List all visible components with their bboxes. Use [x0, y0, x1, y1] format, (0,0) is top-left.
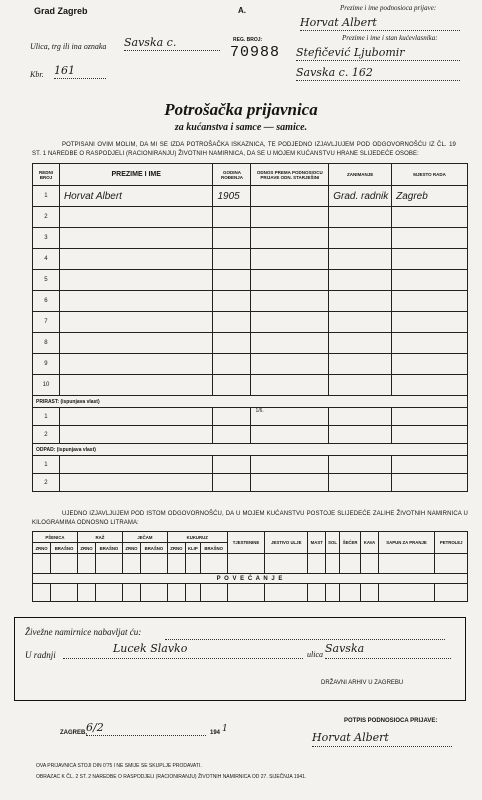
other-header: SAPUN ZA PRANJE [378, 532, 435, 554]
signature-field[interactable] [312, 731, 452, 747]
cell-workplace[interactable]: Zagreb [392, 186, 468, 207]
stock-cell[interactable] [140, 584, 167, 602]
owner-address: Savska c. 162 [296, 66, 373, 79]
grain-header-wheat: PŠENICA [33, 532, 78, 543]
row-number: 4 [33, 249, 60, 270]
cell-year[interactable] [213, 312, 251, 333]
shop-intro-line [165, 638, 445, 640]
cell-name[interactable] [59, 291, 213, 312]
col-header-occupation: ZANIMANJE [329, 164, 392, 186]
stock-increase-row [33, 584, 468, 602]
intro-text: POTPISANI OVIM MOLIM, DA MI SE IZDA POTROŠAČKA ISKAZNICA, TE PODJEDNO IZJAVLJUJEM POD ODGOVORNOŠĆU IZ ČL. 19 ST. 1 NAREDBE O RASPODJELI (RACIONIRANJU) ŽIVOTNIH NAMIRNICA, DA SE U MOJEM KUĆANSTVU HRANE SLIJEDEĆE OSOBE: [32, 142, 456, 157]
stock-cell[interactable] [167, 554, 185, 574]
city-name: Grad Zagreb [34, 6, 88, 16]
cell-relation[interactable] [251, 207, 329, 228]
grain-sub: BRAŠNO [200, 543, 227, 554]
cell-empty[interactable] [329, 474, 392, 492]
cell-empty[interactable] [329, 408, 392, 426]
stock-cell[interactable] [33, 584, 51, 602]
submitter-value: Horvat Albert [300, 16, 377, 29]
shop-value: Lucek Slavko [113, 642, 188, 655]
stock-cell[interactable] [33, 554, 51, 574]
house-number-value: 161 [54, 64, 75, 77]
cell-empty[interactable] [251, 456, 329, 474]
cell-year[interactable] [213, 354, 251, 375]
cell-workplace[interactable] [392, 207, 468, 228]
cell-relation[interactable] [251, 270, 329, 291]
povecanje-label: P O V E Ć A N J E [33, 574, 468, 584]
cell-relation[interactable] [251, 228, 329, 249]
grain-sub: ZRNO [167, 543, 185, 554]
cell-occupation[interactable] [329, 291, 392, 312]
cell-empty[interactable] [213, 456, 251, 474]
cell-year[interactable] [213, 207, 251, 228]
col-header-workplace: MJESTO RADA [392, 164, 468, 186]
street-value: Savska c. [124, 36, 177, 49]
row-number: 8 [33, 333, 60, 354]
stock-cell[interactable] [140, 554, 167, 574]
stock-cell[interactable] [265, 554, 308, 574]
form-subtitle: za kućanstva i samce — samice. [174, 122, 308, 133]
grain-sub: BRAŠNO [96, 543, 123, 554]
cell-year[interactable] [213, 333, 251, 354]
cell-workplace[interactable] [392, 333, 468, 354]
cell-empty[interactable] [329, 456, 392, 474]
cell-year[interactable] [213, 270, 251, 291]
cell-empty[interactable] [59, 456, 213, 474]
reg-number: 70988 [230, 44, 281, 61]
cell-workplace[interactable] [392, 291, 468, 312]
table-row [33, 270, 468, 291]
shop-field[interactable] [63, 642, 303, 659]
cell-workplace[interactable] [392, 249, 468, 270]
form-title: Potrošačka prijavnica [164, 100, 318, 119]
cell-name[interactable] [59, 207, 213, 228]
stock-cell[interactable] [77, 554, 95, 574]
cell-workplace[interactable] [392, 228, 468, 249]
house-number-field[interactable] [54, 64, 106, 79]
table-row [33, 354, 468, 375]
row-number: 2 [33, 207, 60, 228]
stock-cell[interactable] [77, 584, 95, 602]
prirast-rows [33, 408, 468, 444]
stock-cell[interactable] [122, 584, 140, 602]
row-number: 6 [33, 291, 60, 312]
row-number: 5 [33, 270, 60, 291]
grain-sub: BRAŠNO [140, 543, 167, 554]
shop-box [14, 617, 466, 701]
stock-cell[interactable] [435, 554, 468, 574]
cell-workplace[interactable] [392, 375, 468, 396]
cell-occupation[interactable]: Grad. radnik [329, 186, 392, 207]
stock-values-row [33, 554, 468, 574]
cell-occupation[interactable] [329, 375, 392, 396]
cell-relation[interactable] [251, 375, 329, 396]
regulation-note: OBRAZAC K ČL. 2 ST. 2 NAREDBE O RASPODJELI (RACIONIRANJU) ŽIVOTNIH NAMIRNICA OD 27. SIJEČNJA 1941. [36, 774, 307, 780]
cell-empty[interactable] [213, 426, 251, 444]
shop-intro: Živežne namirnice nabavljat ću: [25, 627, 142, 637]
stock-table [32, 531, 468, 602]
cell-name[interactable] [59, 333, 213, 354]
other-header: KAVA [361, 532, 378, 554]
grain-sub: ZRNO [77, 543, 95, 554]
table-row [33, 291, 468, 312]
grain-header-barley: JEČAM [122, 532, 167, 543]
shop-label: U radnji [25, 650, 56, 660]
cell-name[interactable]: Horvat Albert [59, 186, 213, 207]
cell-name[interactable] [59, 375, 213, 396]
archive-stamp: DRŽAVNI ARHIV U ZAGREBU [321, 680, 404, 686]
sign-label: POTPIS PODNOSIOCA PRIJAVE: [344, 718, 438, 724]
table-row [33, 375, 468, 396]
stock-cell[interactable] [326, 554, 339, 574]
cell-occupation[interactable] [329, 354, 392, 375]
cell-occupation[interactable] [329, 333, 392, 354]
other-header: ŠEĆER [339, 532, 361, 554]
stock-intro: UJEDNO IZJAVLJUJEM POD ISTOM ODGOVORNOŠĆU, DA U MOJEM KUĆANSTVU POSTOJE SLIJEDEĆE ZALIHE ŽIVOTNIH NAMIRNICA U KILOGRAMIMA ODNOSNO LITRAMA: [32, 511, 468, 526]
stock-cell[interactable] [361, 554, 378, 574]
row-number: 2 [33, 426, 60, 444]
cell-workplace[interactable] [392, 354, 468, 375]
cell-year[interactable] [213, 291, 251, 312]
table-row [33, 426, 468, 444]
stock-cell[interactable] [435, 584, 468, 602]
owner-value: Stefičević Ljubomir [296, 46, 405, 59]
cell-occupation[interactable] [329, 228, 392, 249]
cell-empty[interactable] [59, 408, 213, 426]
cell-occupation[interactable] [329, 270, 392, 291]
other-header: TJESTENINE [227, 532, 265, 554]
other-header: MAST [308, 532, 326, 554]
prirast-mark[interactable]: 1/6. [251, 408, 329, 426]
stock-cell[interactable] [227, 584, 265, 602]
stock-cell[interactable] [378, 584, 435, 602]
grain-sub: ZRNO [33, 543, 51, 554]
cell-occupation[interactable] [329, 249, 392, 270]
reg-label: REG. BROJ: [233, 37, 263, 43]
owner-label: Prezime i ime i stan kućevlasnika: [342, 34, 438, 42]
stock-cell[interactable] [361, 584, 378, 602]
table-row [33, 474, 468, 492]
col-header-year: GODINA ROĐENJA [213, 164, 251, 186]
signature-value: Horvat Albert [312, 731, 389, 744]
cell-empty[interactable] [392, 408, 468, 426]
cell-year[interactable] [213, 375, 251, 396]
shop-street-label: ulica [307, 650, 323, 659]
row-number: 1 [33, 186, 60, 207]
row-number: 1 [33, 408, 60, 426]
submitter-label: Prezime i ime podnosioca prijave: [340, 4, 437, 12]
cell-empty[interactable] [251, 426, 329, 444]
row-number: 9 [33, 354, 60, 375]
cell-occupation[interactable] [329, 207, 392, 228]
stock-cell[interactable] [308, 554, 326, 574]
other-header: PETROLEJ [435, 532, 468, 554]
shop-street-value: Savska [325, 642, 365, 655]
year-value: 1 [222, 724, 228, 734]
stock-cell[interactable] [339, 554, 361, 574]
stock-cell[interactable] [200, 584, 227, 602]
col-header-num: REDNI BROJ [33, 164, 60, 186]
cell-empty[interactable] [59, 474, 213, 492]
house-number-label: Kbr. [30, 70, 44, 79]
persons-table [32, 163, 468, 492]
stock-cell[interactable] [339, 584, 361, 602]
date-value: 6/2 [86, 721, 104, 734]
stock-cell[interactable] [185, 584, 200, 602]
row-number: 2 [33, 474, 60, 492]
table-row [33, 228, 468, 249]
prirast-label: PRIRAST: (ispunjava vlast) [33, 396, 468, 408]
cell-workplace[interactable] [392, 312, 468, 333]
stock-cell[interactable] [200, 554, 227, 574]
cell-name[interactable] [59, 312, 213, 333]
grain-sub: KLIP [185, 543, 200, 554]
cell-empty[interactable] [392, 474, 468, 492]
row-number: 10 [33, 375, 60, 396]
grain-header-rye: RAŽ [77, 532, 122, 543]
year-suffix: 194 [210, 730, 221, 736]
cell-relation[interactable] [251, 291, 329, 312]
cell-empty[interactable] [213, 408, 251, 426]
cell-workplace[interactable] [392, 270, 468, 291]
date-place: ZAGREB, [60, 730, 87, 736]
table-row [33, 186, 468, 207]
submitter-field[interactable] [300, 16, 460, 31]
table-row [33, 249, 468, 270]
stock-cell[interactable] [227, 554, 265, 574]
street-field[interactable] [124, 36, 220, 51]
stock-cell[interactable] [51, 584, 78, 602]
cell-name[interactable] [59, 249, 213, 270]
cell-relation[interactable] [251, 354, 329, 375]
row-number: 3 [33, 228, 60, 249]
cell-year[interactable] [213, 228, 251, 249]
cell-name[interactable] [59, 228, 213, 249]
stock-cell[interactable] [167, 584, 185, 602]
table-row [33, 333, 468, 354]
table-row [33, 456, 468, 474]
grain-sub: BRAŠNO [51, 543, 78, 554]
grain-sub: ZRNO [122, 543, 140, 554]
street-label: Ulica, trg ili ina oznaka [30, 42, 107, 51]
date-field[interactable] [86, 721, 206, 736]
stock-cell[interactable] [308, 584, 326, 602]
table-row [33, 207, 468, 228]
stock-cell[interactable] [326, 584, 339, 602]
stock-cell[interactable] [51, 554, 78, 574]
cell-empty[interactable] [251, 474, 329, 492]
cell-year[interactable] [213, 249, 251, 270]
cell-relation[interactable] [251, 312, 329, 333]
shop-street-field[interactable] [325, 642, 451, 659]
grain-header-corn: KUKURUZ [167, 532, 227, 543]
cell-occupation[interactable] [329, 312, 392, 333]
stock-cell[interactable] [378, 554, 435, 574]
cell-empty[interactable] [329, 426, 392, 444]
row-number: 7 [33, 312, 60, 333]
stock-cell[interactable] [96, 554, 123, 574]
form-letter: A. [238, 6, 246, 15]
cell-relation[interactable] [251, 186, 329, 207]
cell-relation[interactable] [251, 333, 329, 354]
row-number: 1 [33, 456, 60, 474]
cell-empty[interactable] [392, 456, 468, 474]
owner-address-field[interactable] [296, 66, 460, 81]
odpad-rows [33, 456, 468, 492]
cell-name[interactable] [59, 354, 213, 375]
cell-relation[interactable] [251, 249, 329, 270]
cell-empty[interactable] [213, 474, 251, 492]
owner-field[interactable] [296, 46, 460, 61]
table-row [33, 312, 468, 333]
other-header: SOL [326, 532, 339, 554]
other-header: JESTIVO ULJE [265, 532, 308, 554]
stock-cell[interactable] [265, 584, 308, 602]
stock-cell[interactable] [96, 584, 123, 602]
cell-year[interactable]: 1905 [213, 186, 251, 207]
cell-name[interactable] [59, 270, 213, 291]
price-note: OVA PRIJAVNICA STOJI DIN 0'75 I NE SMIJE SE SKUPLJE PRODAVATI. [36, 763, 202, 769]
cell-empty[interactable] [59, 426, 213, 444]
cell-empty[interactable] [392, 426, 468, 444]
odpad-label: ODPAD: (ispunjava vlast) [33, 444, 468, 456]
person-rows [33, 186, 468, 396]
table-row [33, 408, 468, 426]
col-header-name: PREZIME I IME [59, 164, 213, 186]
col-header-relation: ODNOS PREMA PODNOSIOCU PRIJAVE ODN. STARJEŠINI [251, 164, 329, 186]
stock-cell[interactable] [185, 554, 200, 574]
stock-cell[interactable] [122, 554, 140, 574]
